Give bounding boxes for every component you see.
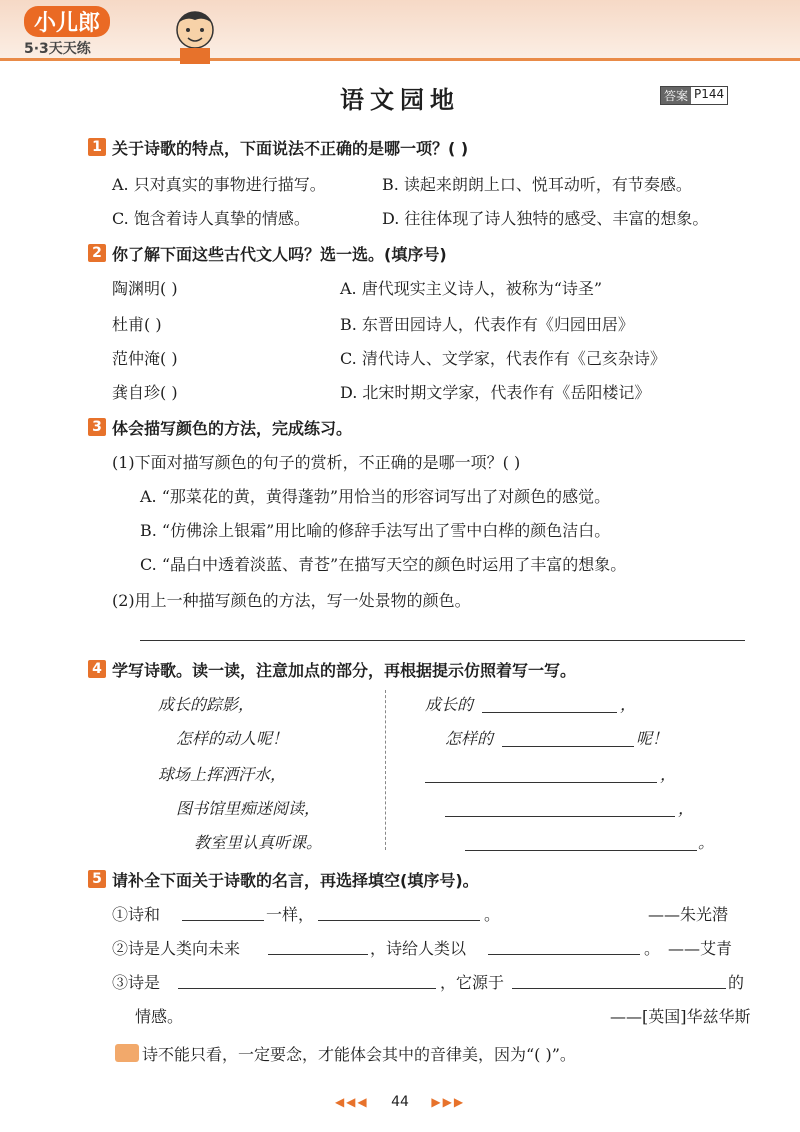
prev-arrows-icon: ◀◀◀ xyxy=(334,1095,369,1109)
q4-number: 4 xyxy=(88,660,106,678)
q2-name-1: 陶渊明( ) xyxy=(112,279,178,298)
q1-option-c: C. 饱含着诗人真挚的情感。 xyxy=(112,209,310,228)
q5-blank-3[interactable] xyxy=(268,954,368,955)
poem-line-5: 教室里认真听课。 xyxy=(194,833,323,852)
write-punct-2: 呢！ xyxy=(636,729,669,748)
write-label-1: 成长的 xyxy=(425,695,474,714)
write-label-2: 怎样的 xyxy=(445,729,494,748)
poem-line-2: 怎样的动人呢！ xyxy=(176,729,289,748)
q3-option-c: C. “晶白中透着淡蓝、青苍”在描写天空的颜色时运用了丰富的想象。 xyxy=(140,555,627,574)
q1-number: 1 xyxy=(88,138,106,156)
q2-option-a: A. 唐代现实主义诗人，被称为“诗圣” xyxy=(340,279,603,298)
q1-title: 关于诗歌的特点，下面说法不正确的是哪一项？( ) xyxy=(112,139,469,158)
series-name: 5·3天天练 xyxy=(24,41,91,57)
q5-blank-6[interactable] xyxy=(512,988,726,989)
q5-l2-author: ——艾青 xyxy=(668,939,733,958)
answer-label: 答案 xyxy=(661,87,691,104)
mascot-icon xyxy=(168,6,222,66)
q5-l2-mid: ，诗给人类以 xyxy=(370,939,467,958)
q5-l1-prefix: ①诗和 xyxy=(112,905,161,924)
q5-blank-2[interactable] xyxy=(318,920,480,921)
answer-ref xyxy=(660,86,728,105)
q5-number: 5 xyxy=(88,870,106,888)
q2-option-c: C. 清代诗人、文学家，代表作有《己亥杂诗》 xyxy=(340,349,666,368)
q2-name-3: 范仲淹( ) xyxy=(112,349,178,368)
q5-tip: 诗不能只看，一定要念，才能体会其中的音律美，因为“( )”。 xyxy=(142,1045,576,1064)
q5-l1-author: ——朱光潜 xyxy=(648,905,729,924)
write-punct-4: ， xyxy=(678,799,695,818)
poem-line-4: 图书馆里痴迷阅读， xyxy=(176,799,321,818)
q2-number: 2 xyxy=(88,244,106,262)
q5-blank-5[interactable] xyxy=(178,988,436,989)
q5-blank-4[interactable] xyxy=(488,954,640,955)
q1-option-b: B. 读起来朗朗上口、悦耳动听，有节奏感。 xyxy=(382,175,692,194)
page-footer xyxy=(0,1094,800,1110)
q1-option-d: D. 往往体现了诗人独特的感受、丰富的想象。 xyxy=(382,209,709,228)
q5-l1-mid: 一样， xyxy=(266,905,315,924)
q2-name-4: 龚自珍( ) xyxy=(112,383,178,402)
write-blank-5[interactable] xyxy=(465,850,697,851)
q2-option-b: B. 东晋田园诗人，代表作有《归园田居》 xyxy=(340,315,634,334)
q5-l4-author: ——[英国]华兹华斯 xyxy=(610,1007,751,1026)
logo xyxy=(18,4,218,66)
write-punct-5: 。 xyxy=(698,833,715,852)
write-punct-3: ， xyxy=(660,765,677,784)
q5-l3-prefix: ③诗是 xyxy=(112,973,161,992)
q1-option-a: A. 只对真实的事物进行描写。 xyxy=(112,175,326,194)
poem-line-1: 成长的踪影， xyxy=(158,695,255,714)
q5-l1-end: 。 xyxy=(484,905,501,924)
brand-name: 小儿郎 xyxy=(24,6,110,37)
tip-icon xyxy=(115,1044,139,1062)
q4-title: 学写诗歌。读一读，注意加点的部分，再根据提示仿照着写一写。 xyxy=(112,661,577,680)
q2-option-d: D. 北宋时期文学家，代表作有《岳阳楼记》 xyxy=(340,383,651,402)
q3-option-b: B. “仿佛涂上银霜”用比喻的修辞手法写出了雪中白桦的颜色洁白。 xyxy=(140,521,611,540)
q2-name-2: 杜甫( ) xyxy=(112,315,162,334)
q5-blank-1[interactable] xyxy=(182,920,264,921)
q3-option-a: A. “那菜花的黄，黄得蓬勃”用恰当的形容词写出了对颜色的感觉。 xyxy=(140,487,611,506)
write-blank-3[interactable] xyxy=(425,782,657,783)
q5-l3-end: 的 xyxy=(728,973,745,992)
q3-title: 体会描写颜色的方法，完成练习。 xyxy=(112,419,353,438)
poem-divider xyxy=(385,690,386,850)
poem-line-3: 球场上挥洒汗水， xyxy=(158,765,287,784)
q5-l2-prefix: ②诗是人类向未来 xyxy=(112,939,241,958)
q5-l2-end: 。 xyxy=(644,939,661,958)
q3-number: 3 xyxy=(88,418,106,436)
page-number: 44 xyxy=(391,1094,409,1110)
page-title: 语文园地 xyxy=(340,86,460,114)
q5-title: 请补全下面关于诗歌的名言，再选择填空(填序号)。 xyxy=(112,871,479,890)
q3-answer-line[interactable] xyxy=(140,640,745,641)
q3-sub1: (1)下面对描写颜色的句子的赏析，不正确的是哪一项？( ) xyxy=(112,453,521,472)
q5-l3-mid: ，它源于 xyxy=(440,973,505,992)
next-arrows-icon: ▶▶▶ xyxy=(431,1095,466,1109)
answer-page: P144 xyxy=(694,87,725,101)
write-blank-2[interactable] xyxy=(502,746,634,747)
write-punct-1: ， xyxy=(620,695,637,714)
write-blank-4[interactable] xyxy=(445,816,675,817)
q2-title: 你了解下面这些古代文人吗？选一选。(填序号) xyxy=(112,245,447,264)
q5-l4-text: 情感。 xyxy=(135,1007,184,1026)
write-blank-1[interactable] xyxy=(482,712,617,713)
q3-sub2: (2)用上一种描写颜色的方法，写一处景物的颜色。 xyxy=(112,591,471,610)
